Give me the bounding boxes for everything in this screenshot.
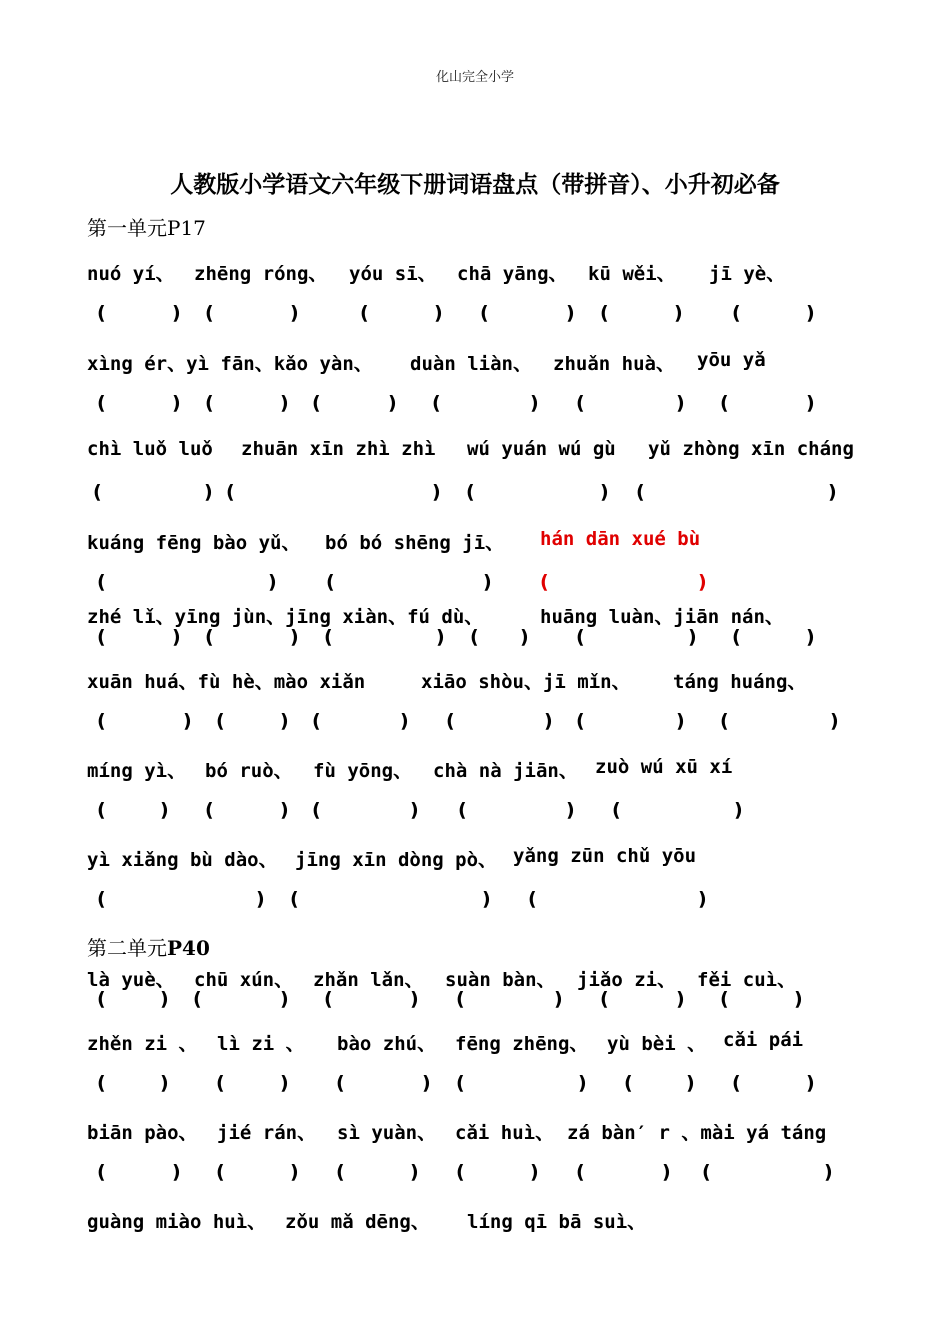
open-bracket: (	[732, 302, 741, 324]
pinyin-word: xìng ér、yì fān、kǎo yàn、	[87, 353, 373, 375]
close-bracket: )	[268, 571, 277, 593]
close-bracket: )	[388, 392, 397, 414]
open-bracket: (	[336, 1161, 345, 1183]
open-bracket: (	[612, 799, 621, 821]
open-bracket: (	[360, 302, 369, 324]
unit-heading-2	[87, 932, 210, 961]
open-bracket: (	[97, 988, 106, 1010]
pinyin-word: bó ruò、	[205, 760, 293, 782]
close-bracket: )	[204, 481, 213, 503]
close-bracket: )	[828, 481, 837, 503]
pinyin-word: chì luǒ luǒ	[87, 438, 213, 460]
close-bracket: )	[830, 710, 839, 732]
open-bracket: (	[576, 626, 585, 648]
open-bracket: (	[720, 710, 729, 732]
open-bracket: (	[458, 799, 467, 821]
close-bracket: )	[578, 1072, 587, 1094]
pinyin-word: yù bèi 、	[607, 1033, 707, 1055]
pinyin-word: sì yuàn、	[337, 1122, 437, 1144]
close-bracket: )	[410, 1161, 419, 1183]
open-bracket: (	[97, 1161, 106, 1183]
open-bracket: (	[97, 626, 106, 648]
open-bracket: (	[446, 710, 455, 732]
open-bracket: (	[576, 710, 585, 732]
open-bracket: (	[193, 988, 202, 1010]
open-bracket: (	[636, 481, 645, 503]
open-bracket: (	[216, 1161, 225, 1183]
open-bracket: (	[216, 710, 225, 732]
close-bracket: )	[483, 571, 492, 593]
pinyin-word: zhuǎn huà、	[553, 353, 675, 375]
pinyin-word: là yuè、	[87, 969, 175, 991]
open-bracket: (	[720, 988, 729, 1010]
close-bracket: )	[290, 1161, 299, 1183]
close-bracket: )	[436, 626, 445, 648]
close-bracket: )	[432, 481, 441, 503]
open-bracket: (	[93, 481, 102, 503]
open-bracket: (	[456, 988, 465, 1010]
open-bracket: (	[600, 302, 609, 324]
close-bracket: )	[410, 799, 419, 821]
pinyin-word: míng yì、	[87, 760, 187, 782]
open-bracket: (	[480, 302, 489, 324]
pinyin-word: fēng zhēng、	[455, 1033, 589, 1055]
close-bracket: )	[400, 710, 409, 732]
close-bracket: )	[676, 392, 685, 414]
close-bracket: )	[280, 988, 289, 1010]
pinyin-word: xiāo shòu、jī mǐn、	[421, 671, 631, 693]
open-bracket: (	[312, 710, 321, 732]
open-bracket: (	[732, 626, 741, 648]
close-bracket: )	[256, 888, 265, 910]
pinyin-word: zhǎn lǎn、	[313, 969, 424, 991]
pinyin-word-highlighted: hán dān xué bù	[540, 528, 701, 550]
pinyin-word: bó bó shēng jī、	[325, 532, 505, 554]
open-bracket: (	[97, 392, 106, 414]
page-title: 人教版小学语文六年级下册词语盘点（带拼音）、小升初必备	[170, 172, 780, 198]
pinyin-word: biān pào、	[87, 1122, 198, 1144]
pinyin-word: bào zhú、	[337, 1033, 437, 1055]
close-bracket: )	[794, 988, 803, 1010]
close-bracket: )	[676, 710, 685, 732]
pinyin-word: fù yōng、	[313, 760, 413, 782]
close-bracket: )	[160, 799, 169, 821]
pinyin-word: líng qī bā suì、	[467, 1211, 647, 1233]
pinyin-word: jiǎo zi、	[577, 969, 677, 991]
pinyin-word: yōu yǎ	[697, 349, 766, 371]
pinyin-word: chā yāng、	[457, 263, 568, 285]
pinyin-word: nuó yí、	[87, 263, 175, 285]
close-bracket: )	[280, 392, 289, 414]
pinyin-word: yì xiǎng bù dào、	[87, 849, 278, 871]
close-bracket: )	[172, 392, 181, 414]
open-bracket: (	[97, 571, 106, 593]
unit-label: 第二单元	[87, 936, 167, 960]
open-bracket: (	[432, 392, 441, 414]
open-bracket: (	[470, 626, 479, 648]
pinyin-word: zhuān xīn zhì zhì	[241, 438, 436, 460]
pinyin-word: xuān huá、fù hè、mào xiǎn	[87, 671, 366, 693]
open-bracket: (	[205, 626, 214, 648]
close-bracket: )	[686, 1072, 695, 1094]
open-bracket: (	[216, 1072, 225, 1094]
pinyin-word: jié rán、	[217, 1122, 317, 1144]
open-bracket: (	[312, 392, 321, 414]
open-bracket: (	[326, 571, 335, 593]
close-bracket: )	[520, 626, 529, 648]
close-bracket: )	[172, 302, 181, 324]
open-bracket: (	[702, 1161, 711, 1183]
close-bracket: )	[290, 302, 299, 324]
close-bracket: )	[280, 1072, 289, 1094]
close-bracket: )	[160, 1072, 169, 1094]
open-bracket: (	[466, 481, 475, 503]
unit-page-ref: P40	[167, 936, 210, 960]
close-bracket: )	[160, 988, 169, 1010]
close-bracket: )	[698, 888, 707, 910]
open-bracket: (	[576, 1161, 585, 1183]
close-bracket: )	[422, 1072, 431, 1094]
close-bracket: )	[566, 302, 575, 324]
pinyin-word: zá bàn′ r 、mài yá táng	[567, 1122, 827, 1144]
close-bracket: )	[676, 988, 685, 1010]
close-bracket: )	[806, 392, 815, 414]
pinyin-word: cǎi huì、	[455, 1122, 555, 1144]
open-bracket: (	[205, 799, 214, 821]
close-bracket: )	[410, 988, 419, 1010]
open-bracket: (	[324, 988, 333, 1010]
open-bracket: (	[290, 888, 299, 910]
pinyin-word: chū xún、	[194, 969, 294, 991]
open-bracket: (	[456, 1161, 465, 1183]
pinyin-word: yóu sī、	[349, 263, 437, 285]
pinyin-word: lì zi 、	[217, 1033, 305, 1055]
close-bracket: )	[172, 626, 181, 648]
close-bracket: )	[688, 626, 697, 648]
close-bracket: )	[183, 710, 192, 732]
close-bracket: )	[600, 481, 609, 503]
close-bracket: )	[280, 710, 289, 732]
open-bracket: (	[336, 1072, 345, 1094]
pinyin-word: zhěn zi 、	[87, 1033, 198, 1055]
open-bracket: (	[600, 988, 609, 1010]
pinyin-word: guàng miào huì、	[87, 1211, 267, 1233]
page-header: 化山完全小学	[435, 70, 514, 85]
pinyin-word: wú yuán wú gù	[467, 438, 616, 460]
open-bracket: (	[528, 888, 537, 910]
open-bracket: (	[97, 799, 106, 821]
close-bracket: )	[544, 710, 553, 732]
open-bracket: (	[720, 392, 729, 414]
close-bracket: )	[566, 799, 575, 821]
close-bracket: )	[280, 799, 289, 821]
pinyin-word: táng huáng、	[673, 671, 807, 693]
close-bracket: )	[530, 1161, 539, 1183]
pinyin-word: duàn liàn、	[410, 353, 532, 375]
close-bracket: )	[734, 799, 743, 821]
open-bracket: (	[624, 1072, 633, 1094]
open-bracket: (	[312, 799, 321, 821]
pinyin-word: jīng xīn dòng pò、	[295, 849, 498, 871]
pinyin-word: jī yè、	[709, 263, 786, 285]
pinyin-word: chà nà jiān、	[433, 760, 578, 782]
pinyin-word: zhé lǐ、yīng jùn、jīng xiàn、fú dù、	[87, 606, 484, 628]
open-bracket: (	[205, 302, 214, 324]
open-bracket: (	[97, 710, 106, 732]
close-bracket: )	[530, 392, 539, 414]
pinyin-word: zuò wú xū xí	[595, 756, 733, 778]
open-bracket: (	[97, 1072, 106, 1094]
open-bracket: (	[226, 481, 235, 503]
open-bracket: (	[97, 302, 106, 324]
pinyin-word: kū wěi、	[588, 263, 676, 285]
open-bracket: (	[205, 392, 214, 414]
open-bracket: (	[540, 571, 549, 593]
pinyin-word: kuáng fēng bào yǔ、	[87, 532, 301, 554]
open-bracket: (	[732, 1072, 741, 1094]
unit-heading-1: 第一单元P17	[87, 216, 206, 240]
close-bracket: )	[290, 626, 299, 648]
open-bracket: (	[324, 626, 333, 648]
open-bracket: (	[576, 392, 585, 414]
close-bracket: )	[482, 888, 491, 910]
pinyin-word: zǒu mǎ dēng、	[285, 1211, 430, 1233]
close-bracket: )	[806, 1072, 815, 1094]
close-bracket: )	[824, 1161, 833, 1183]
close-bracket: )	[806, 302, 815, 324]
close-bracket: )	[662, 1161, 671, 1183]
pinyin-word: cǎi pái	[723, 1029, 804, 1051]
open-bracket: (	[97, 888, 106, 910]
close-bracket: )	[806, 626, 815, 648]
pinyin-word: zhēng róng、	[194, 263, 328, 285]
pinyin-word: yǔ zhòng xīn cháng	[648, 438, 854, 460]
close-bracket: )	[698, 571, 707, 593]
open-bracket: (	[456, 1072, 465, 1094]
pinyin-word: yǎng zūn chǔ yōu	[513, 845, 697, 867]
close-bracket: )	[674, 302, 683, 324]
pinyin-word: fěi cuì、	[697, 969, 797, 991]
close-bracket: )	[554, 988, 563, 1010]
close-bracket: )	[172, 1161, 181, 1183]
pinyin-word: huāng luàn、jiān nán、	[540, 606, 784, 628]
close-bracket: )	[434, 302, 443, 324]
pinyin-word: suàn bàn、	[445, 969, 556, 991]
